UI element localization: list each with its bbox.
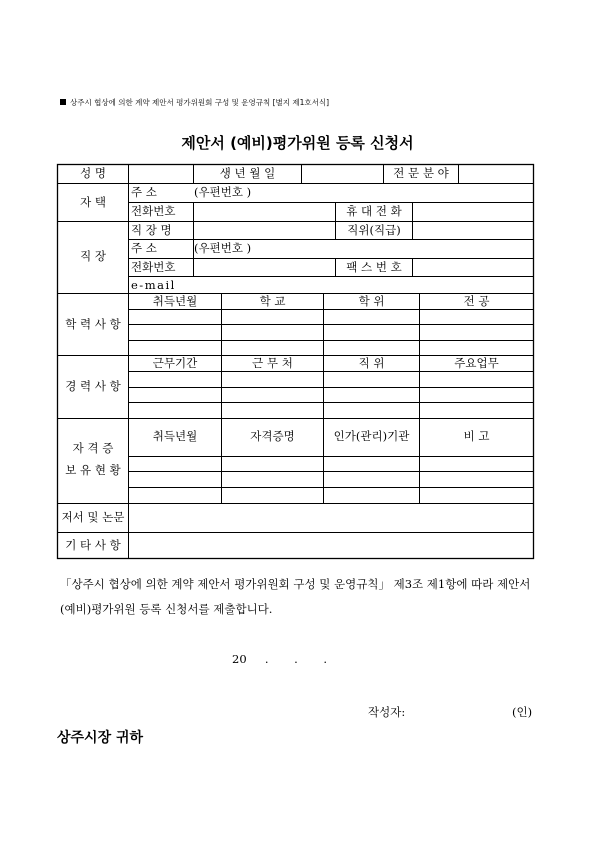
cert-header-date: 취득년월: [152, 429, 198, 443]
name-label: 성 명: [80, 166, 106, 180]
work-phone-label: 전화번호: [131, 260, 176, 274]
cert-label-line2: 보 유 현 황: [65, 463, 121, 477]
workplace-name-field[interactable]: [196, 223, 333, 238]
career-header-position: 직 위: [358, 356, 385, 370]
declaration-text: 「상주시 협상에 의한 계약 제안서 평가위원회 구성 및 운영규칙」 제3조 제1항에 따라 제안서 (예비)평가위원 등록 신청서를 제출합니다.: [60, 577, 531, 616]
specialty-field[interactable]: [461, 166, 531, 181]
cert-label-line1: 자 격 증: [72, 441, 114, 455]
papers-label: 저서 및 논문: [61, 510, 125, 524]
addressee: 상주시장 귀하: [57, 730, 144, 746]
fax-label: 팩 스 번 호: [346, 260, 402, 274]
edu-header-date: 취득년월: [152, 294, 198, 308]
career-header-period: 근무기간: [152, 356, 198, 370]
email-field[interactable]: [196, 278, 531, 292]
email-label: e-mail: [131, 278, 176, 292]
name-field[interactable]: [131, 166, 191, 181]
fax-field[interactable]: [415, 260, 531, 275]
home-label: 자 택: [80, 195, 106, 209]
career-header-duties: 주요업무: [454, 356, 499, 370]
etc-field[interactable]: [131, 535, 531, 557]
edu-header-degree: 학 위: [358, 294, 385, 308]
mobile-label: 휴 대 전 화: [346, 204, 402, 218]
edu-header-major: 전 공: [463, 294, 490, 308]
workplace-name-label: 직 장 명: [131, 223, 172, 237]
work-address-label: 주 소: [131, 241, 157, 255]
specialty-label: 전 문 분 야: [393, 166, 449, 180]
seal-label: (인): [512, 705, 533, 719]
cert-header-name: 자격증명: [250, 429, 295, 443]
cert-header-agency: 인가(관리)기관: [333, 429, 410, 443]
cert-header-remarks: 비 고: [463, 429, 490, 443]
date-line: 20 . . .: [232, 652, 328, 666]
education-label: 학 력 사 항: [65, 317, 121, 331]
papers-field[interactable]: [131, 506, 531, 530]
career-header-employer: 근 무 처: [252, 356, 293, 370]
career-label: 경 력 사 항: [65, 379, 121, 393]
home-phone-field[interactable]: [196, 204, 333, 219]
birth-date-label: 생 년 월 일: [219, 166, 276, 180]
position-label: 직위(직급): [347, 223, 401, 237]
document-title: 제안서 (예비)평가위원 등록 신청서: [181, 134, 414, 152]
writer-label: 작성자:: [368, 705, 406, 719]
home-address-label: 주 소: [131, 185, 157, 199]
home-address-field[interactable]: (우편번호 ): [194, 185, 252, 199]
work-address-field[interactable]: (우편번호 ): [194, 241, 252, 255]
birth-date-field[interactable]: [304, 166, 380, 181]
edu-header-school: 학 교: [259, 294, 286, 308]
home-phone-label: 전화번호: [131, 204, 176, 218]
etc-label: 기 타 사 항: [65, 538, 121, 552]
mobile-field[interactable]: [415, 204, 531, 219]
work-phone-field[interactable]: [196, 260, 333, 275]
form-reference-text: 상주시 협상에 의한 계약 제안서 평가위원회 구성 및 운영규칙 [별지 제1호서식]: [70, 98, 330, 107]
position-field[interactable]: [415, 223, 531, 238]
work-label: 직 장: [80, 249, 106, 263]
